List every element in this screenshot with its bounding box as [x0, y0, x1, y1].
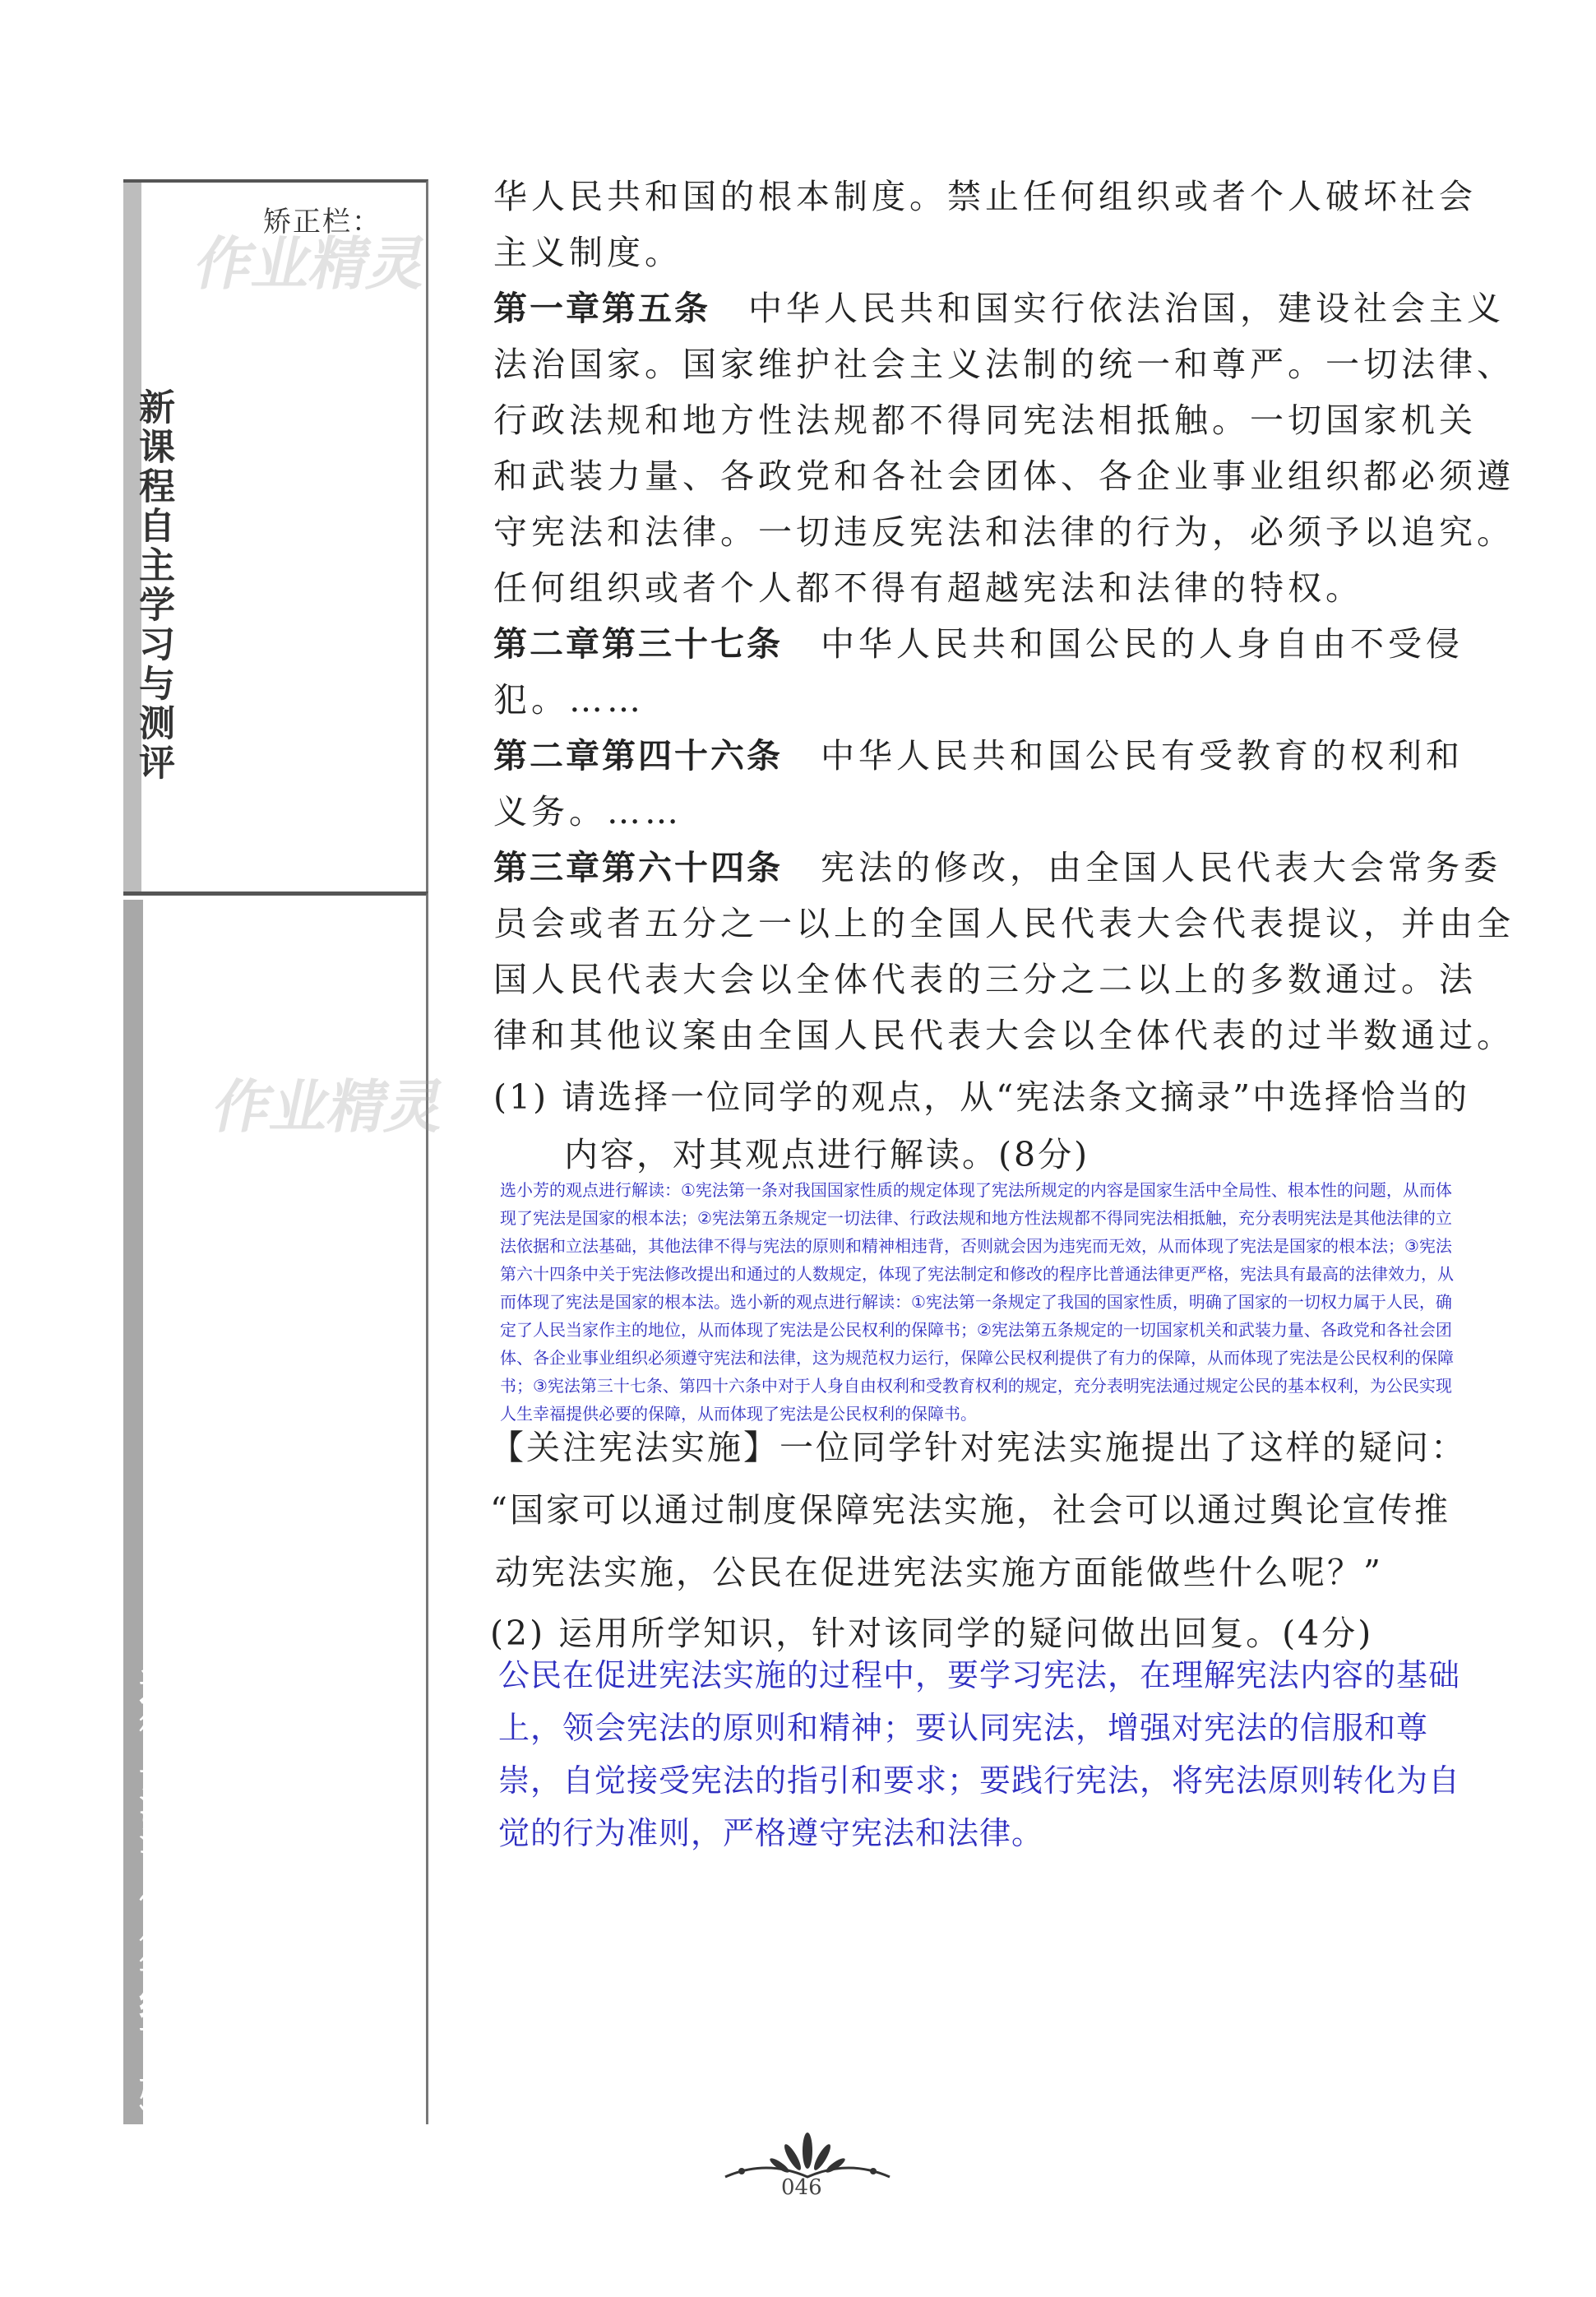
article-line: 行政法规和地方性法规都不得同宪法相抵触。一切国家机关	[493, 401, 1477, 440]
article-text: 宪法的修改，由全国人民代表大会常务委	[783, 848, 1501, 887]
article-line: 律和其他议案由全国人民代表大会以全体代表的过半数通过。	[493, 1016, 1515, 1055]
article-first-line	[493, 840, 1501, 896]
constitution-excerpt	[493, 169, 1515, 1183]
watermark-top: 作业精灵	[189, 230, 434, 298]
series-title: 新课程自主学习与测评	[132, 388, 174, 783]
article-first-line	[493, 280, 1505, 336]
watermark-middle: 作业精灵	[207, 1073, 452, 1141]
question-1-continued: 内容，对其观点进行解读。(8分)	[564, 1135, 1090, 1174]
section-heading: 【关注宪法实施】一位同学针对宪法实施提出了这样的疑问：	[490, 1428, 1467, 1467]
excerpt-intro-line: 主义制度。	[493, 233, 682, 272]
question-2: (2) 运用所学知识，针对该同学的疑问做出回复。(4分)	[490, 1614, 1374, 1653]
article-line: 员会或者五分之一以上的全国人民代表大会代表提议，并由全	[493, 904, 1515, 943]
answer-2-handwritten: 公民在促进宪法实施的过程中，要学习宪法，在理解宪法内容的基础上，领会宪法的原则和精神；要认同宪法，增强对宪法的信服和尊崇，自觉接受宪法的指引和要求；要践行宪法，将宪法原则转化为自觉的行为准则，严格遵守宪法和法律。	[498, 1657, 1461, 1851]
article-line: 法治国家。国家维护社会主义法制的统一和尊严。一切法律、	[493, 345, 1515, 384]
article-text: 中华人民共和国公民有受教育的权利和	[783, 736, 1464, 776]
article-text: 中华人民共和国公民的人身自由不受侵	[783, 624, 1464, 664]
article-line: 任何组织或者个人都不得有超越宪法和法律的特权。	[493, 568, 1363, 608]
article-line: 义务。……	[493, 792, 682, 831]
article-title: 第一章第五条	[493, 289, 710, 328]
article-first-line	[493, 616, 1464, 672]
article-first-line	[493, 728, 1464, 784]
section-quote-line: 动宪法实施，公民在促进宪法实施方面能做些什么呢？”	[495, 1553, 1383, 1592]
article-line: 守宪法和法律。一切违反宪法和法律的行为，必须予以追究。	[493, 512, 1515, 552]
answer-1-handwritten: 选小芳的观点进行解读：①宪法第一条对我国国家性质的规定体现了宪法所规定的内容是国家生活中全局性、根本性的问题，从而体现了宪法是国家的根本法；②宪法第五条规定一切法律、行政法规和地方性法规都不得同宪法相抵触，充分表明宪法是其他法律的立法依据和立法基础，其他法律不得与宪法的原则和精神相违背，否则就会因为违宪而无效，从而体现了宪法是国家的根本法；③宪法第六十四条中关于宪法修改提出和通过的人数规定，体现了宪法制定和修改的程序比普通法律更严格，宪法具有最高的法律效力，从而体现了宪法是国家的根本法。选小新的观点进行解读：①宪法第一条规定了我国的国家性质，明确了国家的一切权力属于人民，确定了人民当家作主的地位，从而体现了宪法是公民权利的保障书；②宪法第五条规定的一切国家机关和武装力量、各政党和各社会团体、各企业事业组织必须遵守宪法和法律，这为规范权力运行，保障公民权利提供了有力的保障，从而体现了宪法是公民权利的保障书；③宪法第三十七条、第四十六条中对于人身自由权利和受教育权利的规定，充分表明宪法通过规定公民的基本权利，为公民实现人生幸福提供必要的保障，从而体现了宪法是公民权利的保障书。	[500, 1180, 1454, 1424]
excerpt-intro-line: 华人民共和国的根本制度。禁止任何组织或者个人破坏社会	[493, 177, 1477, 216]
article-text: 中华人民共和国实行依法治国，建设社会主义	[710, 289, 1505, 328]
section-quote-line: “国家可以通过制度保障宪法实施，社会可以通过舆论宣传推	[490, 1490, 1450, 1530]
article-title: 第二章第三十七条	[493, 624, 783, 664]
article-line: 和武装力量、各政党和各社会团体、各企业事业组织都必须遵	[493, 456, 1515, 496]
subject-title: 道德与法治（八年级下册）	[132, 1669, 174, 2142]
constitution-implementation-section	[490, 1419, 1477, 1662]
sidebar	[123, 179, 426, 2142]
article-title: 第三章第六十四条	[493, 848, 783, 887]
article-line: 国人民代表大会以全体代表的三分之二以上的多数通过。法	[493, 960, 1477, 999]
article-line: 犯。……	[493, 680, 645, 720]
correction-label: 矫正栏：	[263, 206, 382, 238]
article-title: 第二章第四十六条	[493, 736, 783, 776]
page-number: 046	[781, 2175, 822, 2200]
question-1: (1) 请选择一位同学的观点，从“宪法条文摘录”中选择恰当的	[493, 1077, 1470, 1117]
